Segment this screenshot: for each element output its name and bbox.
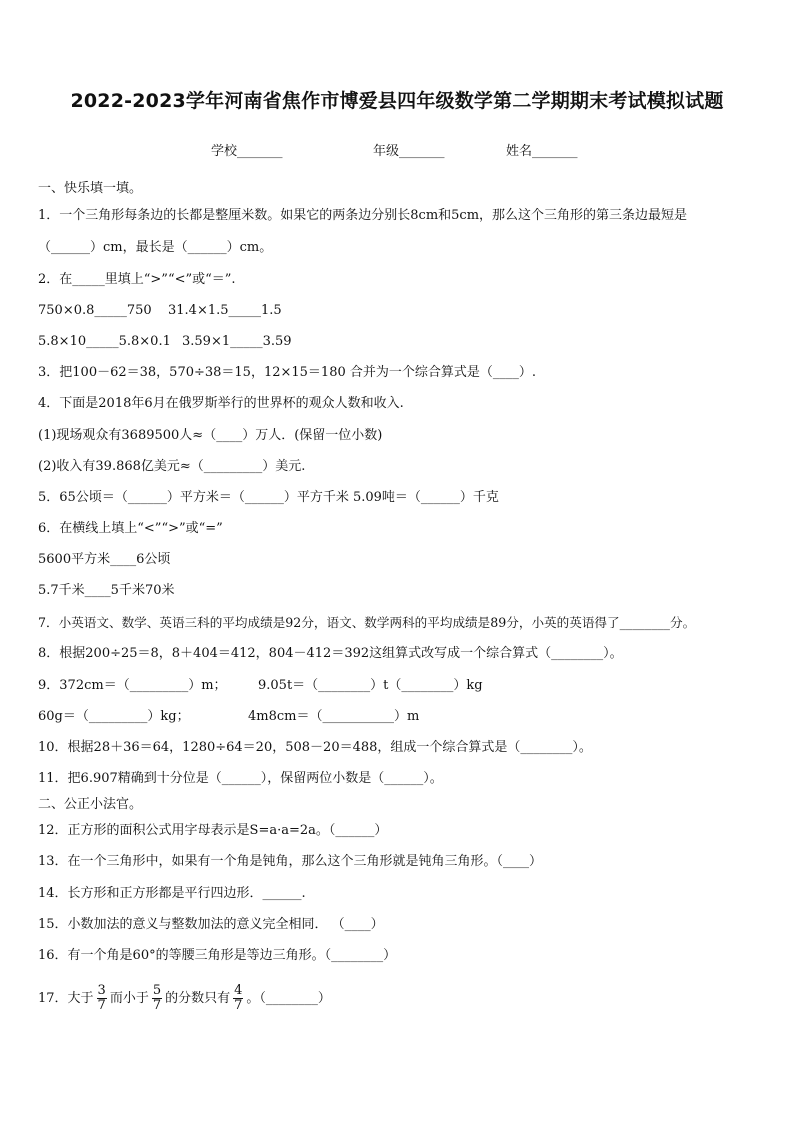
question-9-b1: 60g＝（_________）kg； xyxy=(38,709,190,724)
question-10: 10．根据28＋36＝64，1280÷64＝20，508－20＝488，组成一个综合算式是（________）。 xyxy=(38,740,592,755)
fraction-5-7 xyxy=(152,984,162,1013)
fraction-3-7 xyxy=(97,984,107,1013)
fraction-denominator: 7 xyxy=(97,998,106,1013)
grade-field: 年级_______ xyxy=(373,144,445,159)
school-field: 学校_______ xyxy=(211,144,283,159)
question-17 xyxy=(38,982,331,1016)
question-6-row-2: 5.7千米____5千米70米 xyxy=(38,583,175,598)
name-field: 姓名_______ xyxy=(506,144,578,159)
question-17-prefix: 17．大于 xyxy=(38,991,94,1006)
question-3: 3．把100－62＝38，570÷38＝15，12×15＝180 合并为一个综合算式是（____）. xyxy=(38,365,537,380)
fraction-numerator: 4 xyxy=(234,983,243,998)
page-title: 2022-2023学年河南省焦作市博爱县四年级数学第二学期期末考试模拟试题 xyxy=(70,90,724,112)
question-6: 6．在横线上填上“<”“>”或“=” xyxy=(38,521,223,536)
question-2-row-1b: 31.4×1.5_____1.5 xyxy=(168,303,282,318)
question-4-part-1: (1)现场观众有3689500人≈（____）万人．(保留一位小数) xyxy=(38,428,383,443)
question-5: 5．65公顷＝（______）平方米＝（______）平方千米 5.09吨＝（______）千克 xyxy=(38,490,499,505)
question-2-row-1a: 750×0.8_____750 xyxy=(38,303,152,318)
question-8: 8．根据200÷25＝8，8＋404＝412，804－412＝392这组算式改写成一个综合算式（________）。 xyxy=(38,646,623,661)
section-heading-1: 一、快乐填一填。 xyxy=(38,181,143,196)
fraction-denominator: 7 xyxy=(234,998,243,1013)
question-12: 12．正方形的面积公式用字母表示是S=a·a=2a。（______） xyxy=(38,823,388,838)
question-7: 7．小英语文、数学、英语三科的平均成绩是92分，语文、数学两科的平均成绩是89分，小英的英语得了________分。 xyxy=(38,615,696,630)
question-1-line-2: （______）cm，最长是（______）cm。 xyxy=(38,240,273,255)
question-15: 15．小数加法的意义与整数加法的意义完全相同． （____） xyxy=(38,917,384,932)
question-2: 2．在_____里填上“>”“<”或“＝”. xyxy=(38,272,236,287)
question-17-mid2: 的分数只有 xyxy=(165,991,231,1006)
question-4: 4．下面是2018年6月在俄罗斯举行的世界杯的观众人数和收入. xyxy=(38,396,404,411)
question-13: 13．在一个三角形中，如果有一个角是钝角，那么这个三角形就是钝角三角形。（____） xyxy=(38,854,543,869)
question-6-row-1: 5600平方米____6公顷 xyxy=(38,552,171,567)
question-17-suffix: 。（________） xyxy=(246,991,331,1006)
fraction-4-7 xyxy=(233,984,243,1013)
fraction-numerator: 3 xyxy=(97,983,106,998)
question-16: 16．有一个角是60°的等腰三角形是等边三角形。（________） xyxy=(38,948,397,963)
question-2-row-2a: 5.8×10_____5.8×0.1 xyxy=(38,334,171,349)
fraction-numerator: 5 xyxy=(152,983,162,998)
question-9-a2: 9.05t＝（________）t（________）kg xyxy=(258,678,483,693)
question-17-mid: 而小于 xyxy=(109,991,149,1006)
question-2-row-2b: 3.59×1_____3.59 xyxy=(182,334,292,349)
section-heading-2: 二、公正小法官。 xyxy=(38,797,143,812)
question-11: 11．把6.907精确到十分位是（______），保留两位小数是（______）。 xyxy=(38,771,443,786)
question-4-part-2: (2)收入有39.868亿美元≈（_________）美元. xyxy=(38,459,306,474)
question-9-a1: 9．372cm＝（_________）m； xyxy=(38,678,227,693)
question-9-b2: 4m8cm＝（___________）m xyxy=(248,709,420,724)
question-14: 14．长方形和正方形都是平行四边形．______. xyxy=(38,886,306,901)
fraction-denominator: 7 xyxy=(152,998,162,1013)
question-1-line-1: 1．一个三角形每条边的长都是整厘米数。如果它的两条边分别长8cm和5cm，那么这个三角形的第三条边最短是 xyxy=(38,208,688,223)
